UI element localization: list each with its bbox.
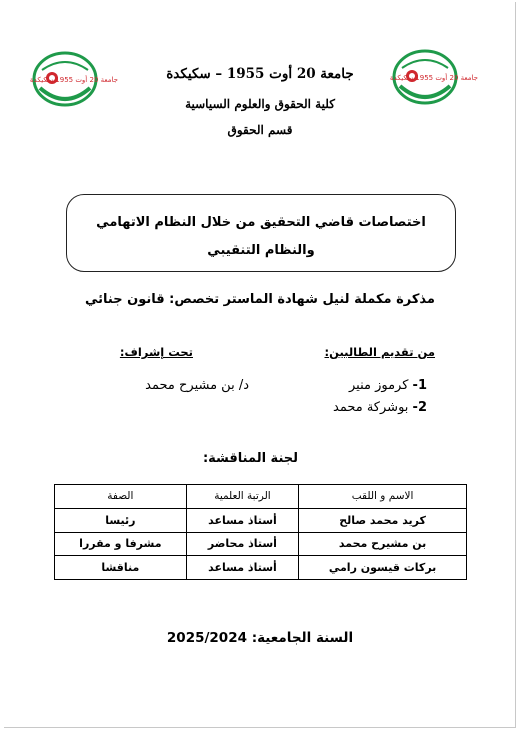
table-header-row — [55, 485, 467, 509]
thesis-title-line2: والنظام التنقيبي — [207, 243, 315, 258]
academic-year-label: السنة الجامعية: — [251, 630, 354, 646]
cell-role: مناقشا — [55, 556, 187, 580]
cell-name: بن مشيرح محمد — [299, 532, 467, 556]
table-row — [55, 508, 467, 532]
committee-table — [54, 484, 467, 580]
student-2-name: بوشركة محمد — [333, 400, 409, 415]
logo-text-left: جامعة 20 أوت 1955 سكيكدة — [30, 76, 118, 84]
university-logo-right — [390, 48, 478, 106]
header-role: الصفة — [55, 485, 187, 509]
cell-name: كريد محمد صالح — [299, 508, 467, 532]
supervisor-label: تحت إشراف: — [119, 345, 193, 359]
student-1-number: 1- — [412, 378, 427, 393]
cell-name: بركات قيسون رامي — [299, 556, 467, 580]
header-rank: الرتبة العلمية — [186, 485, 298, 509]
academic-year-value: 2025/2024 — [166, 630, 247, 646]
student-2 — [333, 400, 427, 415]
table-row — [55, 556, 467, 580]
cell-role: مشرفا و مقررا — [55, 532, 187, 556]
student-2-number: 2- — [412, 400, 427, 415]
cell-rank: أستاذ مساعد — [186, 508, 298, 532]
university-logo-left — [30, 50, 118, 108]
committee-label: لجنة المناقشة: — [202, 451, 298, 466]
logo-text-right: جامعة 20 أوت 1955 سكيكدة — [390, 74, 478, 82]
thesis-title-box — [66, 194, 456, 272]
thesis-title-line1: اختصاصات قاضي التحقيق من خلال النظام الاتهامي — [96, 215, 426, 230]
students-label: من تقديم الطالبين: — [324, 345, 435, 359]
header-name: الاسم و اللقب — [299, 485, 467, 509]
student-1-name: كرموز منير — [348, 378, 409, 393]
department-name: قسم الحقوق — [227, 123, 293, 137]
cell-rank: أستاذ محاضر — [186, 532, 298, 556]
student-1 — [349, 378, 427, 393]
table-row — [55, 532, 467, 556]
cell-rank: أستاذ مساعد — [186, 556, 298, 580]
cell-role: رئيسا — [55, 508, 187, 532]
academic-year — [150, 630, 370, 646]
faculty-name: كلية الحقوق والعلوم السياسية — [185, 97, 335, 111]
university-name: جامعة 20 أوت 1955 – سكيكدة — [166, 66, 354, 82]
thesis-subtitle: مذكرة مكملة لنيل شهادة الماستر تخصص: قانون جنائي — [85, 292, 435, 307]
supervisor-name: د/ بن مشيرح محمد — [145, 378, 249, 393]
